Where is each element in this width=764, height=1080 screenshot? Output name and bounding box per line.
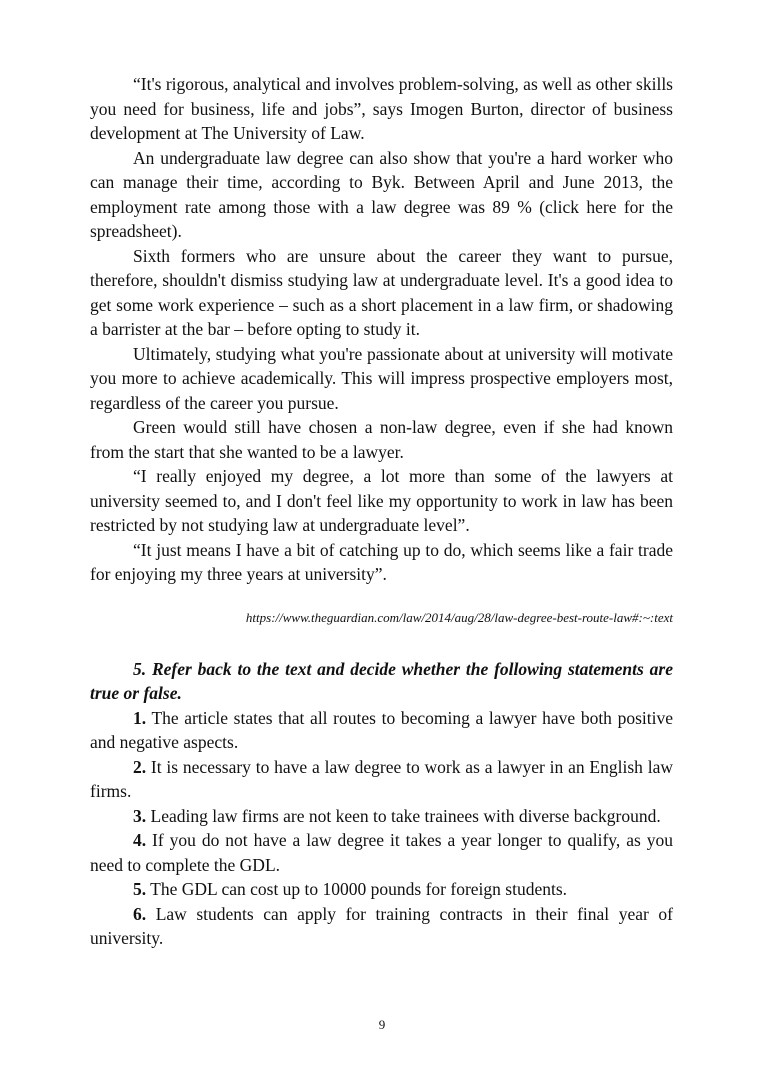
statement-text: Leading law firms are not keen to take trainees with diverse background.: [146, 805, 661, 826]
statement-item: [90, 828, 673, 877]
statement-text: It is necessary to have a law degree to work as a lawyer in an English law firms.: [90, 756, 673, 801]
paragraph-ultimately: Ultimately, studying what you're passionate about at university will motivate you more to achieve academically. This will impress prospective employers most, regardless of the career you pursue.: [90, 343, 673, 413]
paragraph-enjoyed-degree: “I really enjoyed my degree, a lot more than some of the lawyers at university seemed to, and I don't feel like my opportunity to work in law has been restricted by not studying law at undergraduate level”.: [90, 466, 673, 535]
statement-number: 5.: [133, 879, 147, 899]
statement-number: 2.: [133, 756, 147, 777]
paragraph-employment-rate: An undergraduate law degree can also show that you're a hard worker who can manage their time, according to Byk. Between April and June 2013, the employment rate among those with a law degree was 89 % (click here for the spreadsheet).: [90, 147, 673, 241]
statement-text: Law students can apply for training contracts in their final year of university.: [90, 903, 673, 948]
paragraph-burton-quote: “It's rigorous, analytical and involves problem-solving, as well as other skills you need for business, life and jobs”, says Imogen Burton, director of business development at The University of Law.: [90, 74, 673, 143]
statement-number: 3.: [133, 805, 147, 826]
statement-number: 6.: [133, 903, 147, 924]
statement-item: [90, 755, 673, 804]
statement-item: [90, 877, 673, 902]
statement-number: 4.: [133, 830, 147, 850]
statement-text: If you do not have a law degree it takes a year longer to qualify, as you need to complete the GDL.: [90, 830, 673, 875]
statement-item: [90, 902, 673, 951]
paragraph-green: Green would still have chosen a non-law degree, even if she had known from the start that she wanted to be a lawyer.: [90, 417, 673, 462]
task-heading: 5. Refer back to the text and decide whether the following statements are true or false.: [90, 658, 673, 703]
paragraph-catching-up: “It just means I have a bit of catching up to do, which seems like a fair trade for enjoying my three years at university”.: [90, 539, 673, 584]
statement-number: 1.: [133, 707, 147, 728]
paragraph-sixth-formers: Sixth formers who are unsure about the career they want to pursue, therefore, shouldn't dismiss studying law at undergraduate level. It's a good idea to get some work experience – such as a short placement in a law firm, or shadowing a barrister at the bar – before opting to study it.: [90, 245, 673, 339]
statement-item: [90, 804, 673, 829]
statement-text: The article states that all routes to becoming a lawyer have both positive and negative aspects.: [90, 707, 673, 752]
statement-item: [90, 706, 673, 755]
source-link[interactable]: https://www.theguardian.com/law/2014/aug/28/law-degree-best-route-law#:~:text: [245, 609, 673, 625]
document-page: [90, 72, 673, 951]
statement-text: The GDL can cost up to 10000 pounds for foreign students.: [146, 879, 568, 899]
page-number: 9: [378, 1017, 386, 1032]
